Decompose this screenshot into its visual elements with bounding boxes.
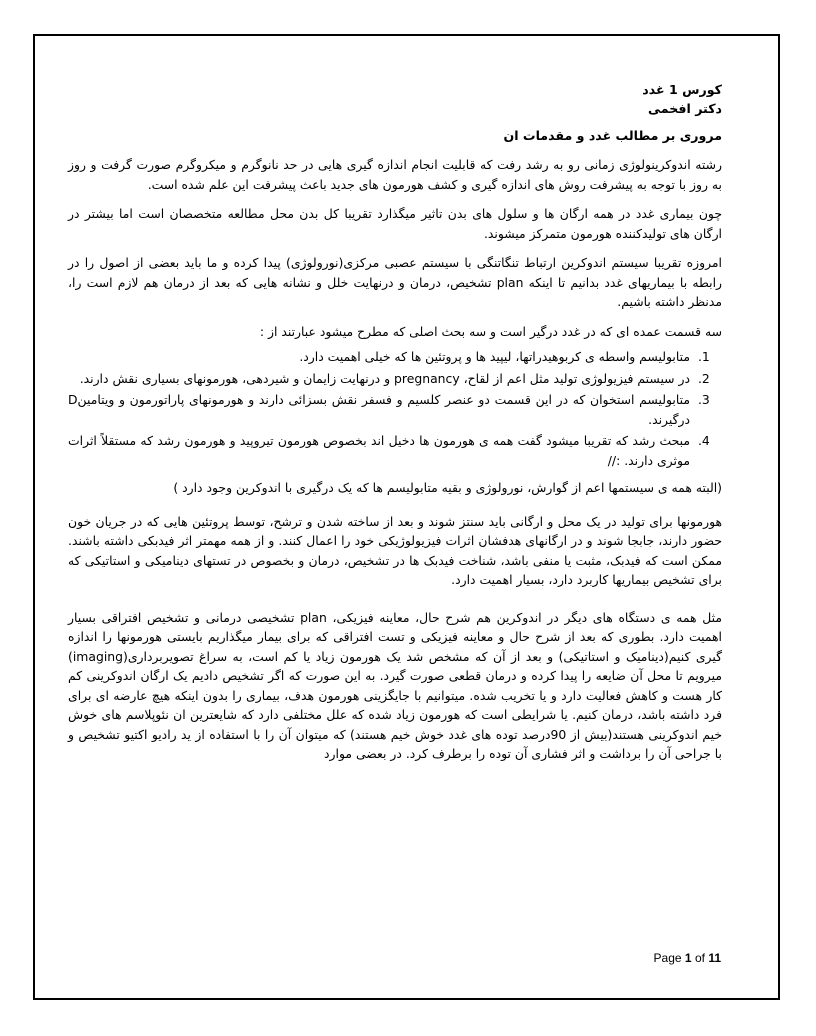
doctor-name: دکتر افخمی — [648, 101, 722, 116]
page-current: 1 — [684, 951, 692, 965]
paragraph-5: هورمونها برای تولید در یک محل و ارگانی باید سنتز شوند و بعد از ساخته شدن و ترشح، توسط پروتئین هایی که در جریان خون حضور دارند، جابجا شوند و در ارگانهای هدفشان اثرات فیزیولوژیکی خود را اعمال کنند. و از همه مهمتر اثر فیدبکی داشته باشند. ممکن است که فیدبک، مثبت یا منفی باشد، شناخت فیدبک ها در تشخیص، درمان و بخصوص در تستهای دینامیکی و استاتیکی که برای تشخیص بیماریها کاربرد دارد، بسیار اهمیت دارد. — [68, 513, 722, 587]
of-label: of — [694, 951, 705, 965]
list-item: 3. متابولیسم استخوان که در این قسمت دو عنصر کلسیم و فسفر نقش بسزائی دارند و هورمونهای پاراتورمون و ویتامینD درگیرند. — [68, 390, 694, 429]
course-title: کورس 1 غدد — [642, 82, 722, 97]
page-number — [654, 951, 721, 965]
page-total: 11 — [708, 951, 721, 965]
paragraph-6: مثل همه ی دستگاه های دیگر در اندوکرین هم شرح حال، معاینه فیزیکی، plan تشخیصی درمانی و تشخیص افتراقی بسیار اهمیت دارد. بطوری که بعد از شرح حال و معاینه فیزیکی و تست افتراقی که برای بیمار میگذاریم بایستی هورمونها را اندازه گیری کنیم(دینامیک و استاتیکی) و بعد از آن که مشخص شد یک هورمون زیاد یا کم است، به سراغ تصویربرداری(imaging) میرویم تا محل آن ضایعه را پیدا کرده و درمان قطعی صورت گیرد. به این صورت که اگر تشخیص دادیم یک ارگان اندوکرینی کم کار هست و کاهش فعالیت دارد و یا تخریب شده. میتوانیم با جایگزینی هورمون هدف، بیماری را بدون اینکه هیچ عارضه ای برای فرد داشته باشد، درمان کنیم. یا شرایطی است که هورمون زیاد شده که علل مختلفی دارد که شایعترین ان نئوپلاسم های خوش خیم اندوکرینی هستند(بیش از 90درصد توده های غدد خوش خیم هستند) که میتوان آن را با استفاده از ید رادیو اکتیو تشخیص و با جراحی آن را برداشت و اثر فشاری آن توده را برطرف کرد. در بعضی موارد — [68, 609, 723, 761]
note-paragraph: (البته همه ی سیستمها اعم از گوارش، نورولوژی و بقیه متابولیسم ها که یک درگیری با اندوکرین وجود دارد ) — [173, 480, 722, 495]
paragraph-2: چون بیماری غدد در همه ارگان ها و سلول های بدن تاثیر میگذارد تقریبا کل بدن محل مطالعه متخصصان است اما بیشتر در ارگان های تولیدکننده هورمون متمرکز میشوند. — [68, 206, 722, 241]
document-body — [68, 80, 722, 774]
list-item: 2. در سیستم فیزیولوژی تولید مثل اعم از لقاح، pregnancy و درنهایت زایمان و شیردهی، هورمونهای بسیاری نقش دارند. — [68, 369, 694, 389]
paragraph-1: رشته اندوکرینولوژی زمانی رو به رشد رفت که قابلیت انجام اندازه گیری هایی در حد نانوگرم و میکروگرم صورت گرفت و روز به روز با توجه به پیشرفت روش های اندازه گیری و کشف هورمون های جدید باعث پیشرفت این علم شده است. — [68, 157, 722, 192]
section-title: مروری بر مطالب غدد و مقدمات ان — [503, 128, 722, 143]
topics-list — [68, 347, 722, 470]
topics-intro: سه قسمت عمده ای که در غدد درگیر است و سه بحث اصلی که مطرح میشود عبارتند از : — [259, 323, 722, 339]
list-item: 1. متابولیسم واسطه ی کربوهیدراتها، لیپید ها و پروتئین ها که خیلی اهمیت دارد. — [68, 347, 694, 367]
page-label: Page — [653, 951, 682, 965]
paragraph-3: امروزه تقریبا سیستم اندوکرین ارتباط تنگاتنگی با سیستم عصبی مرکزی(نورولوژی) پیدا کرده و ما باید بعضی از اصول را در رابطه با بیماریهای غدد بدانیم تا اینکه plan تشخیص، درمان و درنهایت خلل و نشانه هایی که بعد از درمان هم لازم است را، مدنظر داشته باشیم. — [68, 255, 722, 309]
list-item: 4. مبحث رشد که تقریبا میشود گفت همه ی هورمون ها دخیل اند بخصوص هورمون تیروپید و هورمون رشد که مستقلاً اثرات موثری دارند. :// — [68, 431, 694, 470]
